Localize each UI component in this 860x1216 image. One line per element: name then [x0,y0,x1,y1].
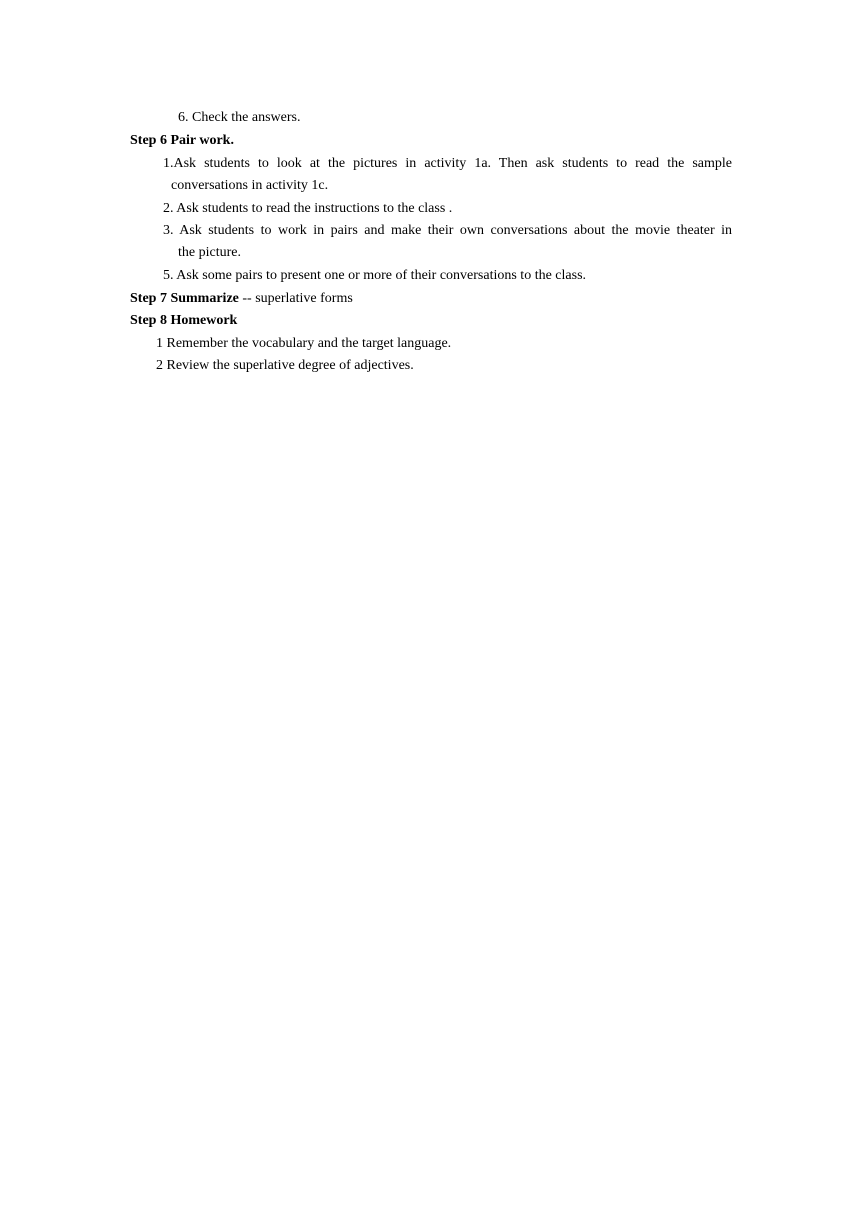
step6-item3-line2: the picture. [178,245,241,260]
step6-heading: Step 6 Pair work. [130,133,234,148]
step7-heading: Step 7 Summarize [130,291,239,306]
step7-row [130,291,353,307]
step8-item1: 1 Remember the vocabulary and the target language. [156,336,452,351]
step6-item5: 5. Ask some pairs to present one or more of their conversations to the class. [163,268,587,283]
step6-item2: 2. Ask students to read the instructions to the class . [163,201,453,216]
step8-item2: 2 Review the superlative degree of adjectives. [156,358,414,373]
step8-heading: Step 8 Homework [130,313,238,328]
check-answers-item: 6. Check the answers. [178,110,301,125]
step6-item3-line1: 3. Ask students to work in pairs and make their own conversations about the movie theater in [163,223,732,238]
step6-item1-line2: conversations in activity 1c. [171,178,329,193]
step7-text: -- superlative forms [238,291,353,306]
step6-item1-line1: 1.Ask students to look at the pictures in activity 1a. Then ask students to read the sample [163,156,732,171]
